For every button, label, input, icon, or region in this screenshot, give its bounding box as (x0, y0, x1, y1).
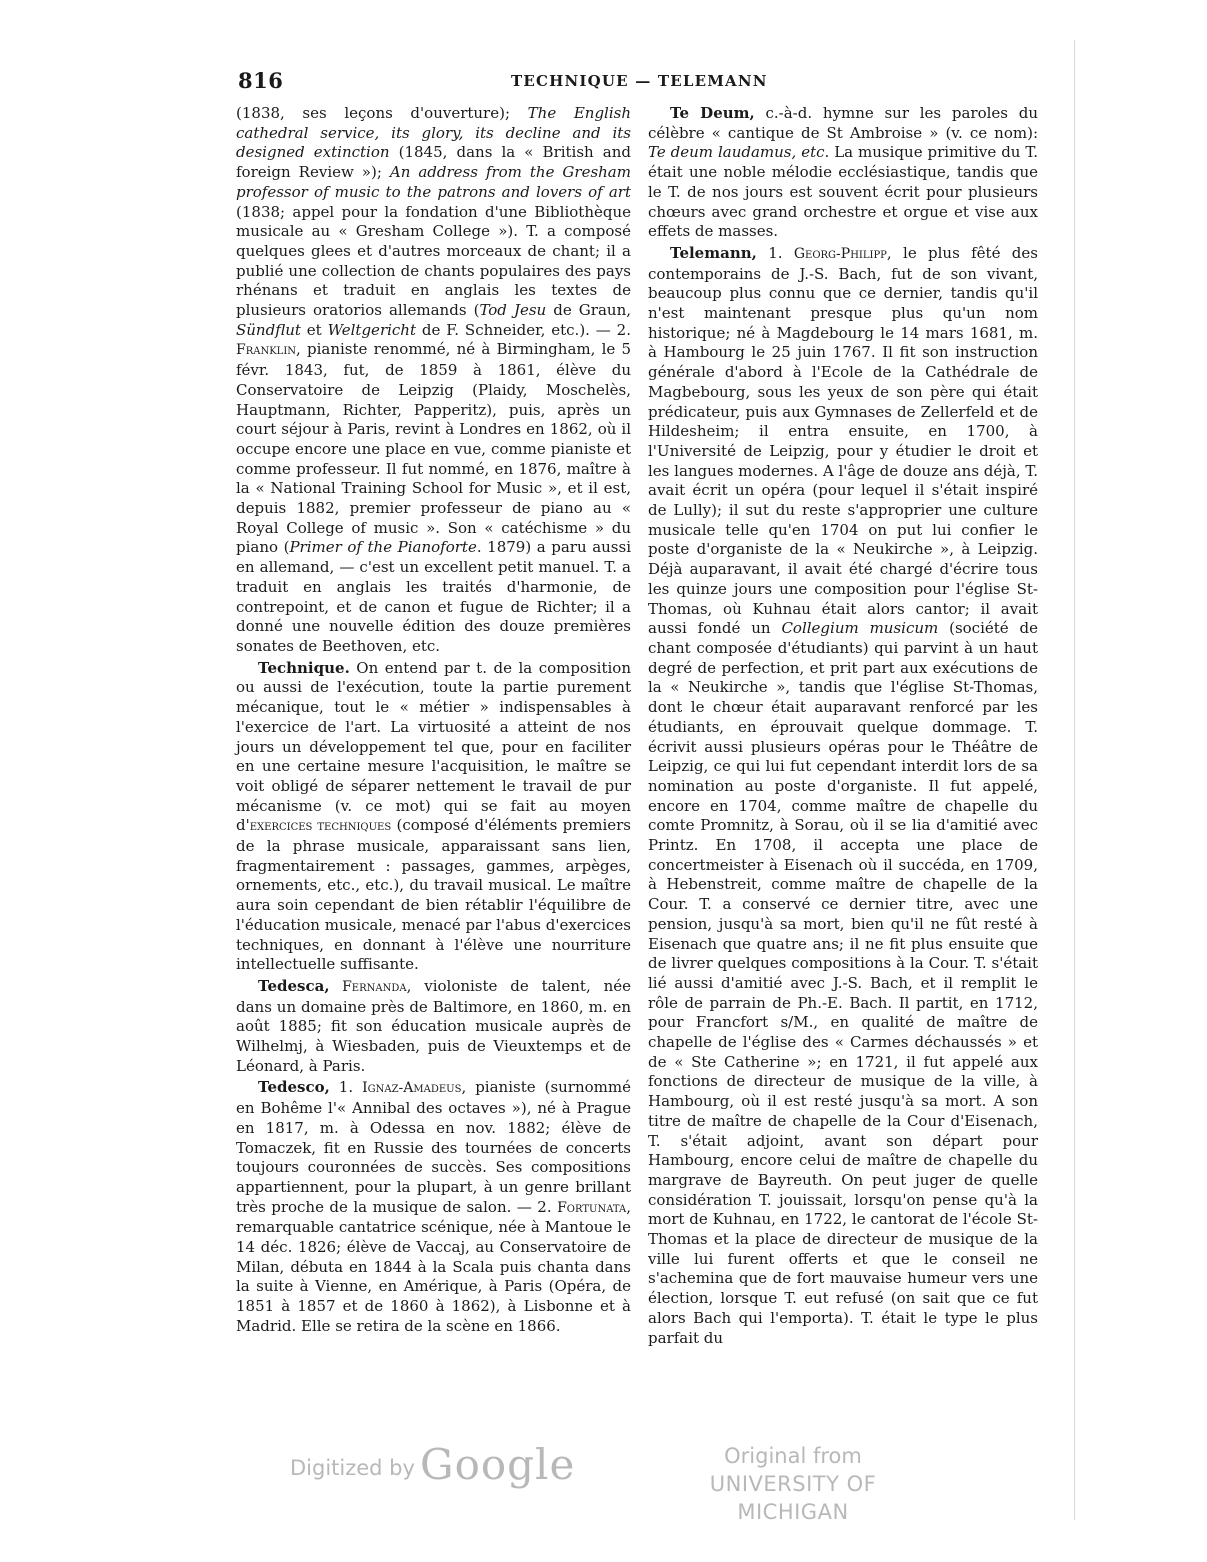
google-logo: Google (420, 1440, 576, 1489)
headword: Te Deum, (670, 104, 755, 122)
running-head: TECHNIQUE — TELEMANN (511, 72, 768, 90)
headword: Tedesca, (258, 976, 330, 995)
right-column (648, 104, 1038, 1348)
entry-technique: Technique. On entend par t. de la composition ou aussi de l'exécution, toute la partie purement mécanique, tout le « métier » indispensables à l'exercice de l'art. La virtuosité a atteint de nos jours un développement tel que, pour en faciliter en une certaine mesure l'acquisition, le maître se voit obligé de séparer nettement le travail de pur mécanisme (v. ce mot) qui se fait au moyen d'exercices techniques (composé d'éléments premiers de la phrase musicale, apparaissant sans lien, fragmentairement : passages, gammes, arpèges, ornements, etc., etc.), du travail musical. Le maître aura soin cependant de bien rétablir l'équilibre de l'éducation musicale, menacé par l'abus d'exercices techniques, en donnant à l'élève une nourriture intellectuelle suffisante. (236, 658, 632, 974)
headword: Telemann, (670, 243, 757, 262)
digitized-by-watermark: Digitized by Google (290, 1440, 576, 1489)
entry-tedesca: Tedesca, Fernanda, violoniste de talent, née dans un domaine près de Baltimore, en 1860, m. en août 1885; fit son éducation musicale auprès de Wilhelmj, à Wiesbaden, puis de Vieuxtemps et de Léonard, à Paris. (236, 976, 631, 1075)
source-watermark: Original from UNIVERSITY OF MICHIGAN (709, 1444, 877, 1524)
page-edge-line (1074, 40, 1075, 1520)
left-column (236, 104, 631, 1337)
page-number: 816 (238, 68, 284, 93)
entry-te-deum: Te Deum, c.-à-d. hymne sur les paroles du célèbre « cantique de St Ambroise » (v. ce nom): Te deum laudamus, etc. La musique primitive du T. était une noble mélodie ecclésiastique, tandis que le T. de nos jours est souvent écrit pour plusieurs chœurs avec grand orchestre et orgue et vise aux effets de masses. (648, 104, 1038, 241)
entry-continuation: (1838, ses leçons d'ouverture); The English cathedral service, its glory, its decline and its designed extinction (1845, dans la « British and foreign Review »); An address from the Gresham professor of music to the patrons and lovers of art (1838; appel pour la fondation d'une Bibliothèque musicale au « Gresham College »). T. a composé quelques glees et d'autres morceaux de chant; il a publié une collection de chants populaires des pays rhénans et traduit en anglais les textes de plusieurs oratorios allemands (Tod Jesu de Graun, Sündflut et Weltgericht de F. Schneider, etc.). — 2. Franklin, pianiste renommé, né à Birmingham, le 5 févr. 1843, fut, de 1859 à 1861, élève du Conservatoire de Leipzig (Plaidy, Moschelès, Hauptmann, Richter, Papperitz), puis, après un court séjour à Paris, revint à Londres en 1862, où il occupe encore une place en vue, comme pianiste et comme professeur. Il fut nommé, en 1876, maître à la « National Training School for Music », et il est, depuis 1882, premier professeur de piano au « Royal College of music ». Son « catéchisme » du piano (Primer of the Pianoforte. 1879) a paru aussi en allemand, — c'est un excellent petit manuel. T. a traduit en anglais les traités d'harmonie, de contrepoint, et de canon et fugue de Richter; il a donné une nouvelle édition des douze premières sonates de Beethoven, etc. (236, 104, 632, 655)
headword: Tedesco, (258, 1078, 330, 1097)
headword: Technique. (258, 658, 350, 677)
entry-tedesco: Tedesco, 1. Ignaz-Amadeus, pianiste (surnommé en Bohême l'« Annibal des octaves »), né à Prague en 1817, m. à Odessa en nov. 1882; élève de Tomaczek, fit en Russie des tournées de concerts toujours couronnées de succès. Ses compositions appartiennent, pour la plupart, à un genre brillant très proche de la musique de salon. — 2. Fortunata, remarquable cantatrice scénique, née à Mantoue le 14 déc. 1826; élève de Vaccaj, au Conservatoire de Milan, débuta en 1844 à la Scala puis chanta dans la suite à Vienne, en Amérique, à Paris (Opéra, de 1851 à 1857 et de 1860 à 1862), à Lisbonne et à Madrid. Elle se retira de la scène en 1866. (236, 1078, 631, 1335)
entry-telemann: Telemann, 1. Georg-Philipp, le plus fêté des contemporains de J.-S. Bach, fut de son vivant, beaucoup plus connu que ce dernier, tandis qu'il n'est maintenant presque plus qu'un nom historique; né à Magdebourg le 14 mars 1681, m. à Hambourg le 25 juin 1767. Il fit son instruction générale d'abord à l'Ecole de la Cathédrale de Magbebourg, sous les yeux de son père qui était prédicateur, puis aux Gymnases de Zellerfeld et de Hildesheim; il entra ensuite, en 1700, à l'Université de Leipzig, pour y étudier le droit et les langues modernes. A l'âge de douze ans déjà, T. avait écrit un opéra (pour lequel il s'était inspiré de Lully); il sut du reste s'approprier une culture musicale telle qu'en 1704 on put lui confier le poste d'organiste de la « Neukirche », à Leipzig. Déjà auparavant, il avait été chargé d'écrire tous les quinze jours une composition pour l'église St-Thomas, où Kuhnau était alors cantor; il avait aussi fondé un Collegium musicum (société de chant composée d'étudiants) qui parvint à un haut degré de perfection, et prit part aux exécutions de la « Neukirche », tandis que l'église St-Thomas, dont le chœur était auparavant renforcé par les étudiants, en éprouvait quelque dommage. T. écrivit aussi plusieurs opéras pour le Théâtre de Leipzig, ce qui lui fut cependant interdit lors de sa nomination au poste d'organiste. Il fut appelé, encore en 1704, comme maître de chapelle du comte Promnitz, à Sorau, où il se lia d'amitié avec Printz. En 1708, il accepta une place de concertmeister à Eisenach où il succéda, en 1709, à Hebenstreit, comme maître de chapelle de la Cour. T. a conservé ce dernier titre, avec une pension, jusqu'à sa mort, bien qu'il ne fût resté à Eisenach que quatre ans; il ne fit plus ensuite que de livrer quelques compositions à la Cour. T. s'était lié aussi d'amitié avec J.-S. Bach, et il remplit le rôle de parrain de Ph.-E. Bach. Il partit, en 1712, pour Francfort s/M., en qualité de maître de chapelle de l'église des « Carmes déchaussés » et de « Ste Catherine »; en 1721, il fut appelé aux fonctions de directeur de musique de la ville, à Hambourg, où il est resté jusqu'à sa mort. A son titre de maître de chapelle de la Cour d'Eisenach, T. s'était adjoint, avant son départ pour Hambourg, encore celui de maître de chapelle du margrave de Bayreuth. On peut juger de quelle considération T. jouissait, lorsqu'on pense qu'à la mort de Kuhnau, en 1722, le cantorat de l'école St-Thomas et la place de directeur de musique de la ville lui furent offerts et que le conseil ne s'achemina que de fort mauvaise humeur vers une élection, lorsque T. eut refusé (on sait que ce fut alors Bach qui l'emporta). T. était le type le plus parfait du (648, 243, 1038, 1347)
